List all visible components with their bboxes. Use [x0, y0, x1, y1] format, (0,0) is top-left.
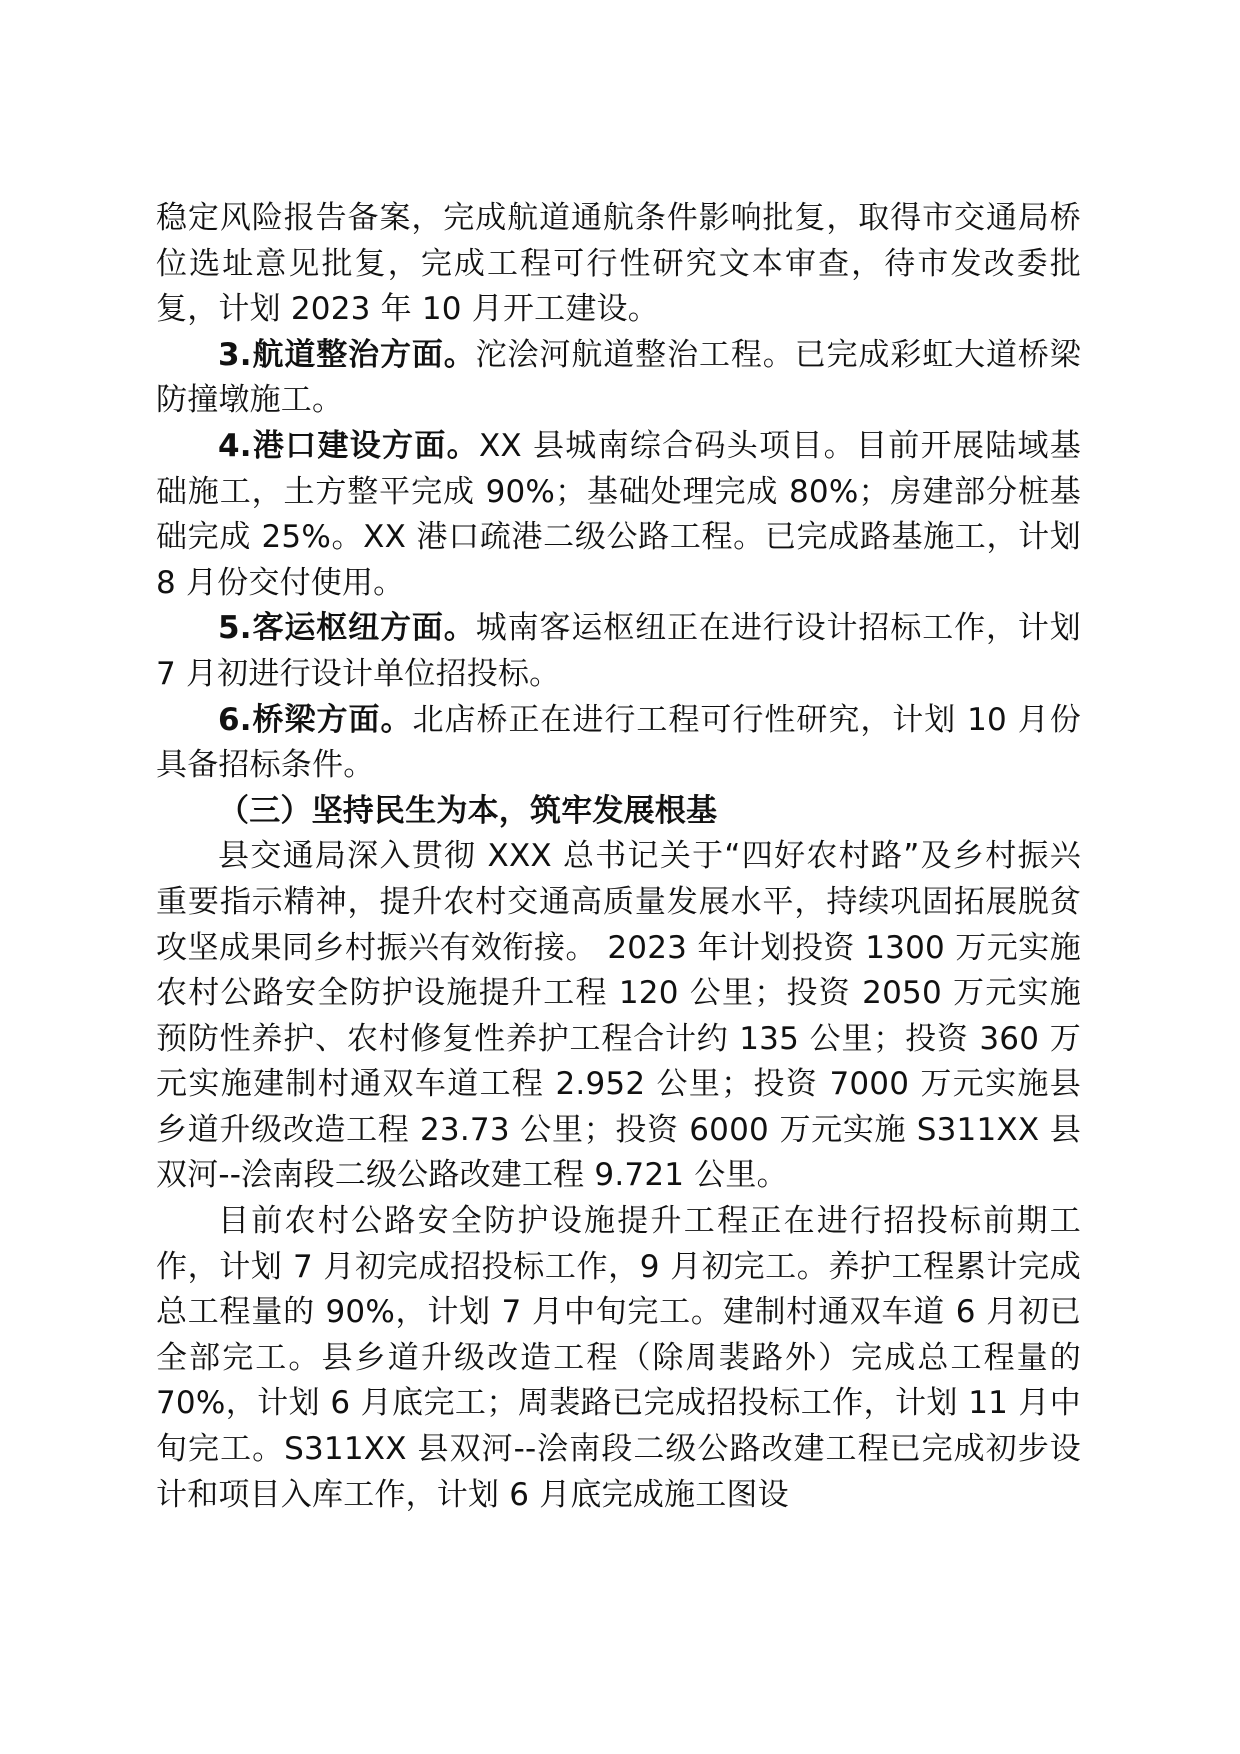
paragraph-text: 目前农村公路安全防护设施提升工程正在进行招投标前期工作，计划 7 月初完成招投标工作，9 月初完工。养护工程累计完成总工程量的 90%，计划 7 月中旬完工。建制村通双车道 6 月初已全部完工。县乡道升级改造工程（除周裴路外）完成总工程量的 70%，计划 6 月底完工；周裴路已完成招投标工作，计划 11 月中旬完工。S311XX 县双河--浍南段二级公路改建工程已完成初步设计和项目入库工作，计划 6 月底完成施工图设 — [156, 1203, 1081, 1513]
section-heading-text: （三）坚持民生为本，筑牢发展根基 — [218, 792, 718, 829]
paragraph-text: 北店桥正在进行工程可行性研究，计划 10 月份具备招标条件。 — [156, 701, 1081, 784]
paragraph-text: 稳定风险报告备案，完成航道通航条件影响批复，取得市交通局桥位选址意见批复，完成工程可行性研究文本审查，待市发改委批复，计划 2023 年 10 月开工建设。 — [156, 200, 1081, 328]
paragraph-passenger-hub — [156, 606, 1081, 697]
paragraph-text: XX 县城南综合码头项目。目前开展陆域基础施工，土方整平完成 90%；基础处理完成 80%；房建部分桩基础完成 25%。XX 港口疏港二级公路工程。已完成路基施工，计划 8 月份交付使用。 — [156, 427, 1081, 601]
paragraph-lead: 6.桥梁方面。 — [218, 701, 413, 738]
paragraph-lead: 3.航道整治方面。 — [218, 336, 476, 373]
paragraph-continuation — [156, 196, 1081, 333]
paragraph-text: 县交通局深入贯彻 XXX 总书记关于“四好农村路”及乡村振兴重要指示精神，提升农村交通高质量发展水平，持续巩固拓展脱贫攻坚成果同乡村振兴有效衔接。 2023 年计划投资 1300 万元实施农村公路安全防护设施提升工程 120 公里；投资 2050 万元实施预防性养护、农村修复性养护工程合计约 135 公里；投资 360 万元实施建制村通双车道工程 2.952 公里；投资 7000 万元实施县乡道升级改造工程 23.73 公里；投资 6000 万元实施 S311XX 县双河--浍南段二级公路改建工程 9.721 公里。 — [156, 838, 1081, 1194]
paragraph-rural-roads — [156, 834, 1081, 1199]
paragraph-progress — [156, 1199, 1081, 1518]
paragraph-text: 沱浍河航道整治工程。已完成彩虹大道桥梁防撞墩施工。 — [156, 336, 1081, 419]
section-heading — [156, 789, 1081, 835]
paragraph-lead: 5.客运枢纽方面。 — [218, 610, 476, 647]
paragraph-waterway — [156, 333, 1081, 424]
paragraph-lead: 4.港口建设方面。 — [218, 427, 479, 464]
paragraph-bridge — [156, 698, 1081, 789]
document-page — [156, 196, 1081, 1518]
paragraph-text: 城南客运枢纽正在进行设计招标工作，计划 7 月初进行设计单位招投标。 — [156, 610, 1081, 692]
paragraph-port — [156, 424, 1081, 606]
